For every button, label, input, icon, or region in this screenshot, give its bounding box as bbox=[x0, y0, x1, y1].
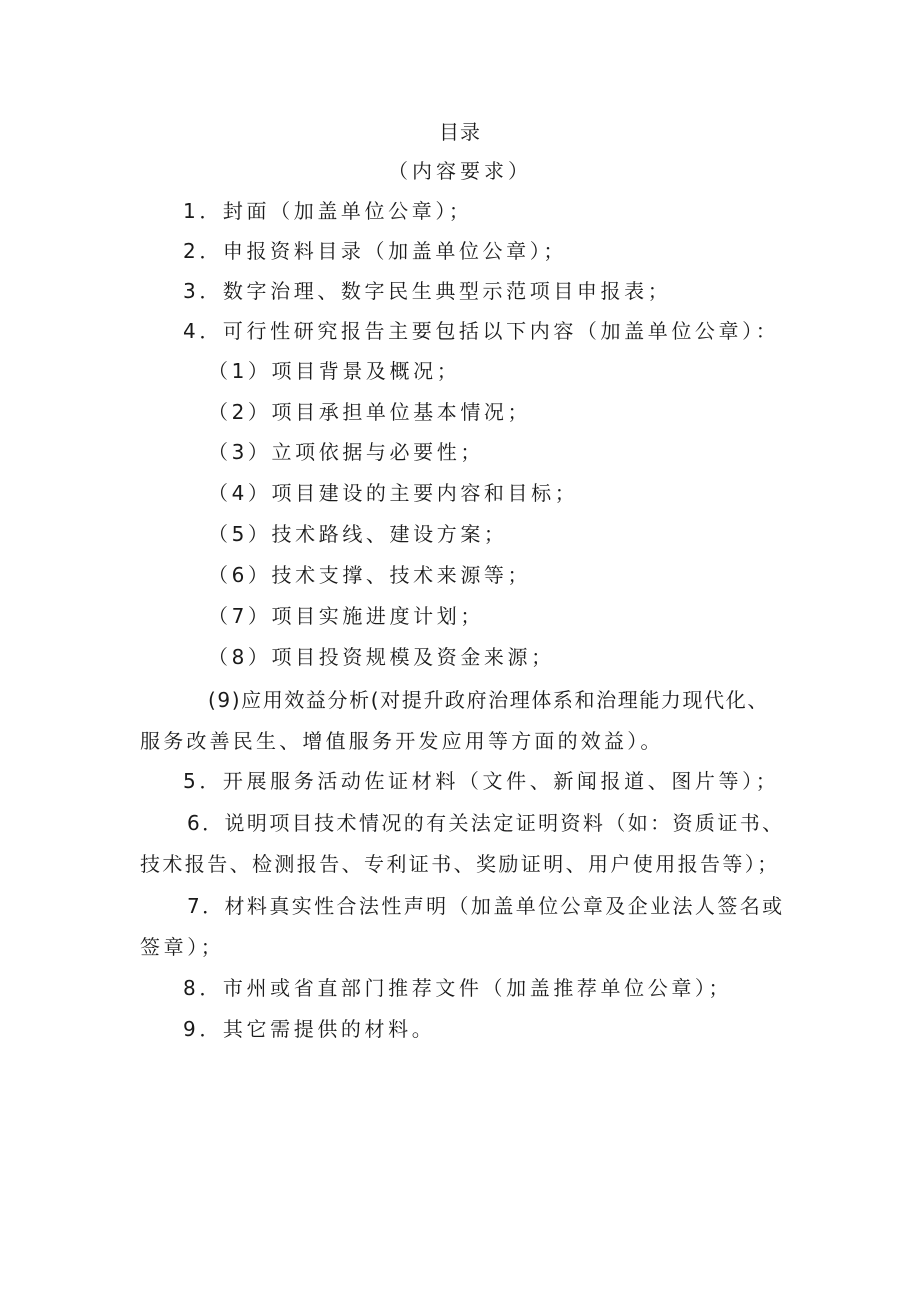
list-item-5: 5．开展服务活动佐证材料（文件、新闻报道、图片等）； bbox=[183, 769, 780, 793]
sub-item-1: （1）项目背景及概况； bbox=[208, 359, 461, 383]
sub-item-5: （5）技术路线、建设方案； bbox=[208, 522, 508, 546]
list-item-6-line-1: 6．说明项目技术情况的有关法定证明资料（如：资质证书、 bbox=[187, 811, 785, 835]
sub-item-9-line-1: (9)应用效益分析(对提升政府治理体系和治理能力现代化、 bbox=[208, 688, 769, 712]
list-item-2: 2．申报资料目录（加盖单位公章）； bbox=[183, 239, 567, 263]
list-item-1: 1．封面（加盖单位公章）； bbox=[183, 199, 473, 223]
list-item-8: 8．市州或省直部门推荐文件（加盖推荐单位公章）； bbox=[183, 976, 733, 1000]
sub-item-7: （7）项目实施进度计划； bbox=[208, 604, 484, 628]
sub-item-8: （8）项目投资规模及资金来源； bbox=[208, 645, 555, 669]
list-item-3: 3．数字治理、数字民生典型示范项目申报表； bbox=[183, 279, 672, 303]
list-item-7-line-2: 签章）； bbox=[140, 935, 225, 959]
list-item-7-line-1: 7．材料真实性合法性声明（加盖单位公章及企业法人签名或 bbox=[187, 894, 785, 918]
page-title: 目录 bbox=[439, 120, 481, 144]
sub-item-9-line-2: 服务改善民生、增值服务开发应用等方面的效益）。 bbox=[140, 729, 664, 753]
list-item-6-line-2: 技术报告、检测报告、专利证书、奖励证明、用户使用报告等）； bbox=[140, 852, 780, 876]
sub-item-3: （3）立项依据与必要性； bbox=[208, 440, 484, 464]
sub-item-4: （4）项目建设的主要内容和目标； bbox=[208, 481, 579, 505]
list-item-9: 9．其它需提供的材料。 bbox=[183, 1017, 436, 1041]
sub-item-2: （2）项目承担单位基本情况； bbox=[208, 400, 532, 424]
list-item-4: 4．可行性研究报告主要包括以下内容（加盖单位公章）： bbox=[183, 319, 780, 343]
sub-item-6: （6）技术支撑、技术来源等； bbox=[208, 563, 532, 587]
page-subtitle: （内容要求） bbox=[388, 159, 532, 183]
